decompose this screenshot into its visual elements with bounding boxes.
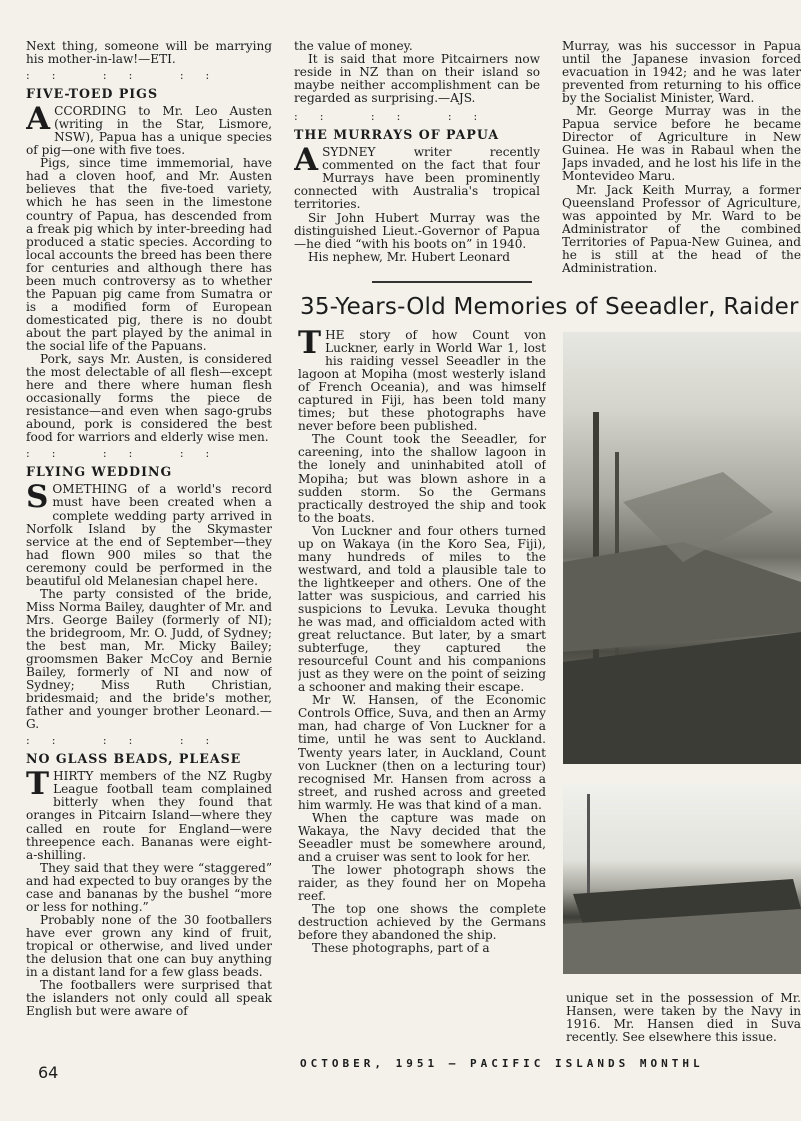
- beads-para-5: It is said that more Pitcairners now reside in NZ than on their island so maybe neither accomplishment can be regarded as surprising.—AJS.: [294, 52, 540, 106]
- heading-no-glass-beads: NO GLASS BEADS, PLEASE: [26, 751, 242, 767]
- heading-flying-wedding: FLYING WEDDING: [26, 464, 173, 480]
- wreck-photo-bottom-graphic: [563, 784, 801, 974]
- separator: :: :: ::: [26, 69, 232, 83]
- seeadler-para-7: The top one shows the complete destruction achieved by the Germans before they abandoned the ship.: [298, 902, 546, 943]
- murrays-para-3: His nephew, Mr. Hubert Leonard: [308, 249, 510, 264]
- drop-cap: S: [26, 479, 49, 516]
- seeadler-para-6: The lower photograph shows the raider, as they found her on Mopeha reef.: [298, 862, 546, 904]
- wreck-photo-top: [563, 332, 801, 764]
- heading-murrays-of-papua: THE MURRAYS OF PAPUA: [294, 127, 500, 143]
- beads-continued: the value of money.: [294, 40, 413, 53]
- beads-para-2: They said that they were “staggered” and had expected to buy oranges by the case and bananas by the bushel “more or less for nothing.”: [26, 860, 272, 914]
- wreck-photo-bottom: [563, 784, 801, 974]
- murrays-para-5: Mr. George Murray was in the Papua service before he became Director of Agriculture in New Guinea. He was in Rabaul when the Japs invaded, and he lost his life in the Montevideo Maru.: [562, 104, 801, 184]
- column-right-top: [562, 40, 801, 280]
- seeadler-para-2: The Count took the Seeadler, for careening, into the shallow lagoon in the lonely and uninhabited atoll of Mopiha; but was blown ashore in a sudden storm. So the Germans practically destroyed the ship and took to the boats.: [298, 432, 546, 525]
- murrays-para-1: ASYDNEY writer recently commented on the fact that four Murrays have been prominently connected with Australia's tropical territories.: [294, 142, 540, 212]
- column-left: [26, 40, 272, 1052]
- heading-five-toed-pigs: FIVE-TOED PIGS: [26, 86, 159, 102]
- footer-issue-date: OCTOBER, 1951 — PACIFIC ISLANDS MONTHL: [300, 1057, 704, 1070]
- caption-text: unique set in the possession of Mr. Hansen, were taken by the Navy in 1916. Mr. Hansen died in Suva recently. See elsewhere this issue.: [566, 992, 801, 1044]
- murrays-para-6: Mr. Jack Keith Murray, a former Queensland Professor of Agriculture, was appointed by Mr. Ward to be Administrator of the combined Territories of Papua-New Guinea, and he is still at the head of the Administration.: [562, 182, 801, 275]
- seeadler-para-3: Von Luckner and four others turned up on Wakaya (in the Koro Sea, Fiji), many hundreds of miles to the westward, and told a plausible tale to the lightkeeper and others. One of the latter was suspicious, and carried his suspicions to Levuka. Levuka thought he was mad, and officialdom acted with great reluctance. But later, by a smart subterfuge, they captured the resourceful Count and his companions just as they were on the point of seizing a schooner and making their escape.: [298, 523, 546, 695]
- separator: :: :: ::: [26, 734, 232, 748]
- seeadler-para-8: These photographs, part of a: [312, 941, 490, 956]
- column-middle-top: [294, 40, 540, 280]
- drop-cap: T: [26, 766, 50, 803]
- murrays-para-4: Murray, was his successor in Papua until the Japanese invasion forced evacuation in 1942; and he was later prevented from returning to his office by the Socialist Minister, Ward.: [562, 40, 801, 106]
- intro-text: Next thing, someone will be marrying his mother-in-law!—ETI.: [26, 40, 272, 67]
- wedding-para-1: SOMETHING of a world's record must have been created when a complete wedding party arrived in Norfolk Island by the Skymaster service at the end of September—they had flown 900 miles so that the ceremony could be performed in the beautiful old Melanesian chapel here.: [26, 479, 272, 588]
- wreck-photo-top-graphic: [563, 332, 801, 764]
- pigs-para-2: Pigs, since time immemorial, have had a cloven hoof, and Mr. Austen believes that the five-toed variety, which he has seen in the limestone country of Papua, has descended from a freak pig which by inter-breeding had produced a static species. According to local accounts the breed has been there for centuries and although there has been much controversy as to whether the Papuan pig came from Sumatra or is a modified form of European domesticated pig, there is no doubt about the part played by the animal in the social life of the Papuans.: [26, 156, 272, 353]
- beads-para-3: Probably none of the 30 footballers have ever grown any kind of fruit, tropical or otherwise, and lived under the delusion that one can buy anything in a distant land for a few glass beads.: [26, 912, 272, 980]
- drop-cap: A: [294, 142, 319, 179]
- page-number: 64: [38, 1063, 59, 1082]
- photo-caption: [566, 992, 801, 1044]
- column-seeadler: [298, 329, 546, 1049]
- seeadler-para-5: When the capture was made on Wakaya, the Navy decided that the Seeadler must be somewhere around, and a cruiser was sent to look for her.: [298, 810, 546, 864]
- beads-para-1: THIRTY members of the NZ Rugby League football team complained bitterly when they found that oranges in Pitcairn Island—where they called en route for England—were threepence each. Bananas were eight-a-shilling.: [26, 766, 272, 862]
- drop-cap: T: [298, 329, 322, 361]
- pigs-para-1: ACCORDING to Mr. Leo Austen (writing in the Star, Lismore, NSW), Papua has a unique species of pig—one with five toes.: [26, 101, 272, 158]
- seeadler-para-4: Mr W. Hansen, of the Economic Controls Office, Suva, and then an Army man, had charge of Von Luckner for a time, until he was sent to Auckland. Twenty years later, in Auckland, Count von Luckner (then on a lecturing tour) recognised Mr. Hansen from across a street, and rushed across and greeted him warmly. He was that kind of a man.: [298, 693, 546, 812]
- separator: :: :: ::: [294, 110, 500, 124]
- wedding-para-2: The party consisted of the bride, Miss Norma Bailey, daughter of Mr. and Mrs. George Bailey (formerly of NI); the bridegroom, Mr. O. Judd, of Sydney; the best man, Mr. Micky Bailey; groomsmen Baker McCoy and Bernie Bailey, formerly of NI and now of Sydney; Miss Ruth Christian, bridesmaid; and the bride's mother, father and younger brother Leonard.—G.: [26, 586, 272, 732]
- pigs-para-3: Pork, says Mr. Austen, is considered the most delectable of all flesh—except here and there where human flesh occasionally forms the piece de resistance—and even when sago-grubs abound, pork is considered the best food for warriors and elderly wise men.: [26, 352, 272, 445]
- beads-para-4: The footballers were surprised that the islanders not only could all speak English but were aware of: [26, 978, 272, 1019]
- separator: :: :: ::: [26, 447, 232, 461]
- drop-cap: A: [26, 101, 51, 138]
- murrays-para-2: Sir John Hubert Murray was the distinguished Lieut.-Governor of Papua—he died “with his boots on” in 1940.: [294, 210, 540, 251]
- seeadler-para-1: THE story of how Count von Luckner, early in World War 1, lost his raiding vessel Seeadler in the lagoon at Mopiha (most westerly island of French Oceania), and was himself captured in Fiji, has been told many times; but these photographs have never before been published.: [298, 329, 546, 434]
- article-headline: 35-Years-Old Memories of Seeadler, Raider: [300, 294, 799, 320]
- divider-rule: [372, 281, 532, 283]
